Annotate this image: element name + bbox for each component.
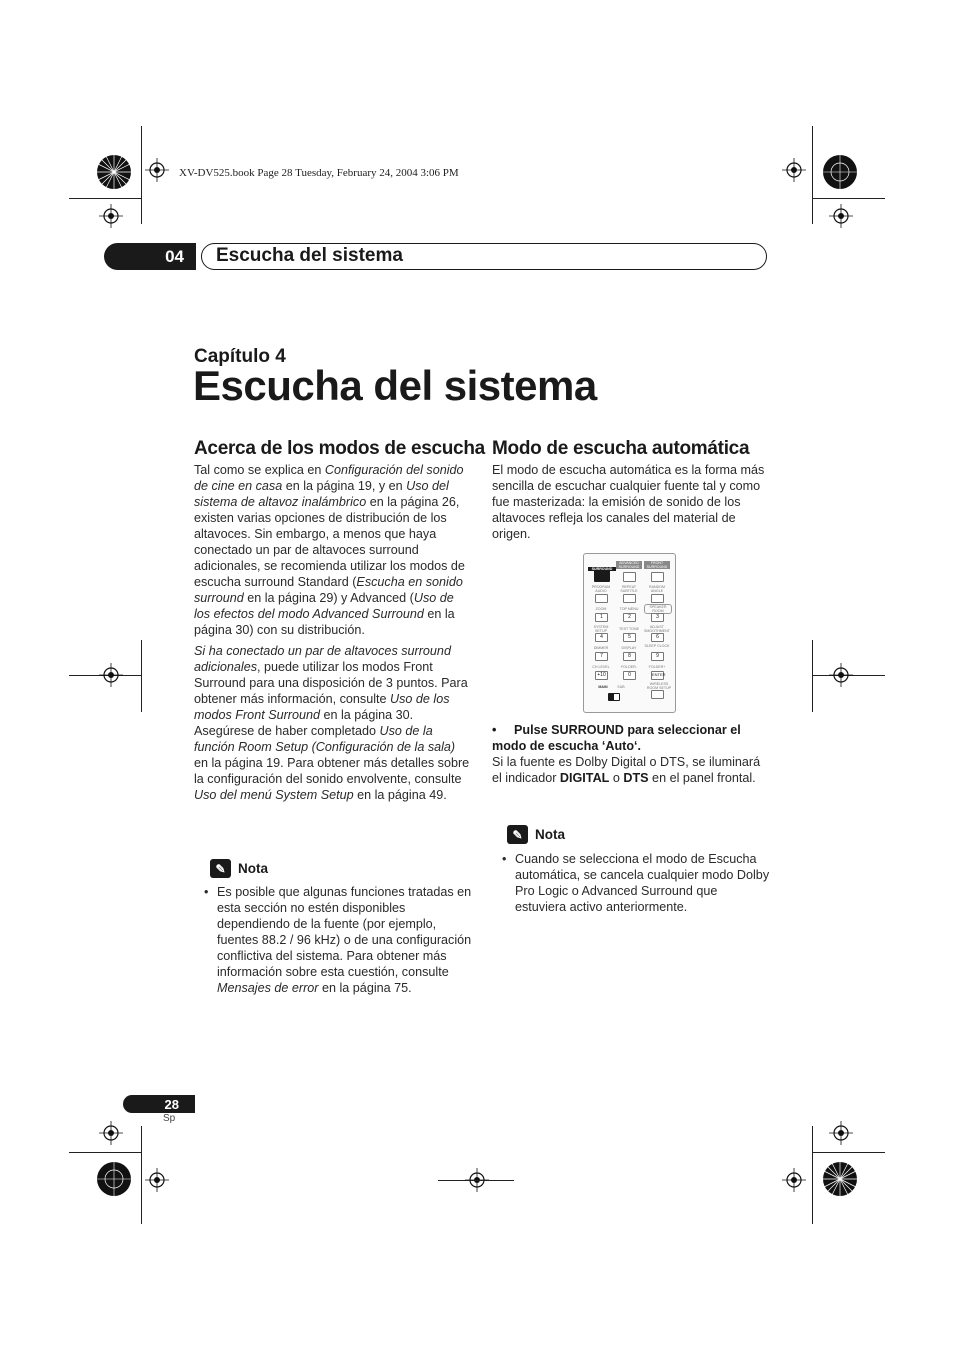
remote-key: 6	[651, 633, 664, 642]
chapter-number-badge: 04	[104, 243, 196, 270]
crosshair-icon	[829, 1121, 853, 1145]
text-run: Uso del menú System Setup	[194, 788, 354, 802]
text-run: Uso del sistema de altavoz inalámbrico	[194, 479, 449, 509]
remote-label: PROGRAM AUDIO	[591, 585, 611, 593]
remote-key: 7	[595, 652, 608, 661]
note-header-left	[210, 859, 268, 878]
remote-label: ZOOM	[595, 607, 607, 611]
crosshair-icon	[99, 663, 123, 687]
text-run: Uso de los modos Front Surround	[194, 692, 450, 722]
registration-target-icon	[821, 153, 859, 191]
print-header: XV-DV525.book Page 28 Tuesday, February 24, 2004 3:06 PM	[179, 167, 459, 179]
note-item-right: • Cuando se selecciona el modo de Escucha automática, se cancela cualquier modo Dolby Pro Logic o Advanced Surround que estuviera activo anteriormente.	[492, 851, 770, 915]
step-instruction: • Pulse SURROUND para seleccionar el modo de escucha ‘Auto‘.	[492, 723, 741, 753]
text-run: en la página 29) y Advanced (	[243, 591, 414, 605]
registration-target-icon	[821, 1160, 859, 1198]
remote-button	[623, 572, 636, 582]
page-number-badge: 28	[123, 1095, 195, 1113]
section-heading-right: Modo de escucha automática	[492, 438, 750, 459]
left-column	[194, 462, 472, 808]
remote-label: REPEAT SUBTITLE	[620, 585, 638, 593]
chapter-bar-title: Escucha del sistema	[201, 243, 767, 270]
remote-key: +10	[595, 671, 608, 680]
registration-target-icon	[95, 153, 133, 191]
remote-key: 2	[623, 613, 636, 622]
remote-button	[651, 572, 664, 582]
text-run: Si ha conectado un par de altavoces surround adicionales	[194, 644, 451, 674]
crosshair-icon	[782, 1168, 806, 1192]
remote-key: 5	[623, 633, 636, 642]
text-run: Mensajes de error	[217, 981, 319, 995]
text-run: Configuración del sonido de cine en casa	[194, 463, 464, 493]
remote-label: SYSTEM SETUP	[593, 625, 609, 633]
text-run: en la página 19. Para obtener más detalles sobre la configuración del sonido envolvente, consulte	[194, 756, 470, 786]
text-run: Si la fuente es Dolby Digital o DTS, se iluminará el indicador	[492, 755, 761, 785]
registration-target-icon	[95, 1160, 133, 1198]
text-run: en la página 19, y en	[282, 479, 407, 493]
text-run: Uso de los efectos del modo Advanced Surround	[194, 591, 454, 621]
remote-key: 0	[623, 671, 636, 680]
remote-label: ADJUST SMOOTHMENT	[644, 625, 670, 633]
text-run: Uso de la función Room Setup (Configuración de la sala)	[194, 724, 456, 754]
remote-key: 9	[651, 652, 664, 661]
left-paragraph-1	[194, 462, 472, 638]
remote-button	[651, 594, 664, 603]
text-run: Escucha en sonido surround	[194, 575, 463, 605]
note-header-right	[507, 825, 565, 844]
remote-label: CH LEVEL	[592, 665, 610, 669]
page-language: Sp	[163, 1113, 176, 1124]
remote-label: TOP MENU	[619, 607, 639, 611]
remote-button	[595, 594, 608, 603]
remote-key: 8	[623, 652, 636, 661]
remote-label: FRONT SURROUND	[644, 561, 670, 569]
step-text: Pulse SURROUND para seleccionar el modo de escucha ‘Auto‘.	[492, 723, 741, 753]
note-list-right	[492, 851, 770, 915]
note-item-left	[194, 884, 472, 996]
remote-label: TEST TONE	[619, 627, 639, 631]
remote-key: 4	[595, 633, 608, 642]
text-run: DIGITAL	[559, 771, 610, 785]
right-intro: El modo de escucha automática es la forma más sencilla de escuchar cualquier fuente tal y como fue masterizada: la emisión de sonido de los altavoces refleja los canales del material de origen.	[492, 463, 765, 541]
crosshair-icon	[829, 204, 853, 228]
main-sub-switch	[608, 693, 620, 701]
text-run: Es posible que algunas funciones tratadas en esta sección no estén disponibles dependiendo de la fuente (por ejemplo, fuentes 88.2 / 96 kHz) o de una configuración conflictiva del sistema. Para obtener más información sobre esta cuestión, consulte	[217, 885, 472, 979]
crosshair-icon	[99, 204, 123, 228]
remote-key: ENTER	[651, 671, 664, 680]
remote-button	[623, 594, 636, 603]
remote-key: 1	[595, 613, 608, 622]
section-heading-left: Acerca de los modos de escucha	[194, 438, 485, 459]
crosshair-icon	[145, 158, 169, 182]
remote-label: SLEEP CLOCK	[644, 644, 670, 648]
remote-control-illustration	[583, 553, 676, 713]
remote-key: 3	[651, 613, 664, 622]
text-run: DTS	[623, 771, 649, 785]
note-title-right: Nota	[535, 827, 565, 842]
text-run: Tal como se explica en	[194, 463, 325, 477]
step-body	[492, 754, 768, 786]
text-run: en la página 30) con su distribución.	[194, 607, 455, 637]
surround-label: SURROUND	[588, 567, 616, 571]
remote-label: ADVANCED SURROUND	[616, 561, 642, 569]
text-run: en el panel frontal.	[648, 771, 756, 785]
remote-label: FOLDER-	[621, 665, 637, 669]
remote-label: DISPLAY	[621, 646, 637, 650]
remote-label: SPEAKER ROOM	[644, 604, 672, 614]
text-run: , puede utilizar los modos Front Surround para una disposición de 3 puntos. Para obtener más información, consulte	[194, 660, 468, 706]
chapter-title: Escucha del sistema	[193, 362, 597, 409]
note-title-left: Nota	[238, 861, 268, 876]
chapter-label: Capítulo 4	[194, 346, 286, 367]
remote-label: RANDOM ANGLE	[649, 585, 665, 593]
text-run: en la página 75.	[318, 981, 412, 995]
crosshair-icon	[829, 663, 853, 687]
text-run: en la página 49.	[353, 788, 447, 802]
remote-label: SUB	[617, 685, 625, 689]
text-run: en la página 26, existen varias opciones de distribución de los altavoces. Sin embargo, a menos que haya conectado un par de altavoces surround adicionales, se recomienda utilizar los modos de escucha surround Standard (	[194, 495, 465, 589]
pencil-icon: ✎	[210, 859, 231, 878]
crosshair-icon	[99, 1121, 123, 1145]
text-run: o	[609, 771, 624, 785]
crosshair-icon	[145, 1168, 169, 1192]
note-list-left	[194, 884, 472, 996]
remote-label: MAIN	[598, 685, 608, 689]
pencil-icon: ✎	[507, 825, 528, 844]
remote-label: WIRELESS ROOM SETUP	[646, 682, 672, 690]
crosshair-icon	[782, 158, 806, 182]
text-run: en la página 30. Asegúrese de haber completado	[194, 708, 414, 738]
remote-label: DIMMER	[593, 646, 609, 650]
remote-button	[651, 690, 664, 699]
left-paragraph-2	[194, 643, 472, 803]
remote-label: FOLDER+	[648, 665, 666, 669]
